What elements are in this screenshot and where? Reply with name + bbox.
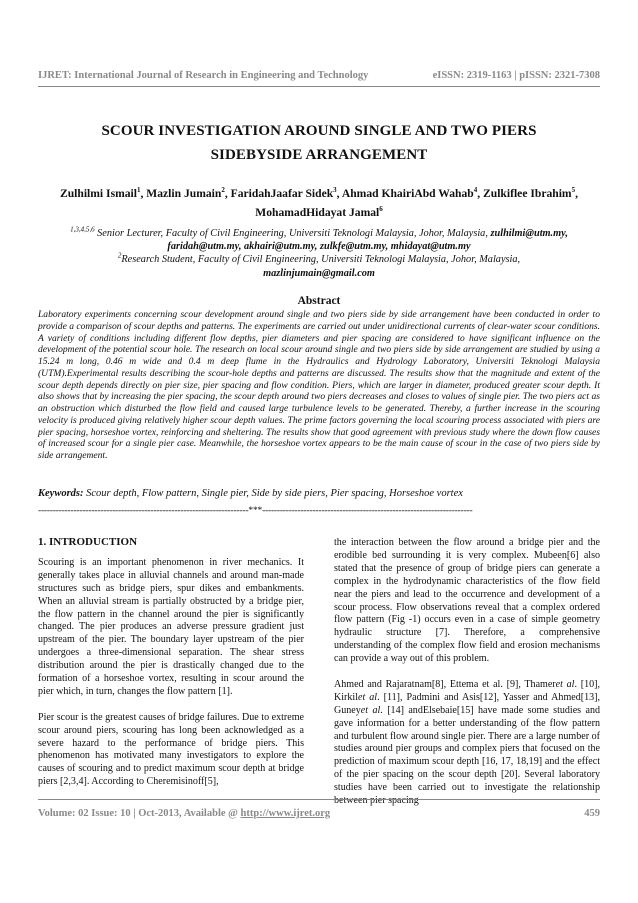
affiliation-2: $^2$Research Student, Faculty of Civil Engineering, Universiti Teknologi Malaysia, Johor, Malaysia, — [117, 251, 521, 266]
author-sup: 3 — [333, 186, 337, 195]
author-list — [38, 184, 600, 222]
header-rule — [38, 86, 600, 87]
volume-info: Volume: 02 Issue: 10 | Oct-2013, Available @ http://www.ijret.org — [38, 808, 331, 819]
section-heading: 1. INTRODUCTION — [38, 536, 138, 548]
title-line-2: SIDEBYSIDE ARRANGEMENT — [210, 147, 428, 163]
journal-link[interactable]: http://www.ijret.org — [240, 808, 331, 819]
paragraph: Pier scour is the greatest causes of bridge failures. Due to extreme scour around piers, scouring has long been acknowledged as a severe hazard to the performance of bridge piers. This phenomenon has motivated many investigators to explore the causes of scouring and to predict maximum scour depth at bridge piers [2,3,4]. According to Cheremisinoff[5], — [38, 711, 304, 788]
author-name: FaridahJaafar Sidek — [230, 187, 334, 200]
author-sup: 2 — [221, 186, 225, 195]
email-list[interactable]: faridah@utm.my, akhairi@utm.my, zulkfe@utm.my, mhidayat@utm.my — [167, 241, 471, 253]
running-footer — [38, 808, 600, 819]
page-number: 459 — [584, 808, 600, 819]
author-name: Mazlin Jumain — [146, 187, 222, 200]
column-left — [38, 536, 304, 802]
email[interactable]: mazlinjumain@gmail.com — [263, 267, 375, 279]
keywords — [38, 488, 600, 499]
author-sup: 4 — [473, 186, 478, 195]
title-line-1: SCOUR INVESTIGATION AROUND SINGLE AND TWO PIERS — [101, 123, 537, 139]
author-name: Zulkiflee Ibrahim — [483, 187, 572, 200]
author-line-1: Zulhilmi Ismail$^1$, Mazlin Jumain$^2$, FaridahJaafar Sidek$^3$, Ahmad KhairiAbd Wahab$^4$, Zulkiflee Ibrahim$^5$, — [59, 186, 578, 200]
abstract-text: Laboratory experiments concerning scour development around single and two piers side by side arrangement have been conducted in order to provide a comparison of scour depths and patterns. The experiments are carried out under unidirectional currents of clear-water scour conditions. A variety of conditions including different flow depths, pier diameters and pier spacing are considered to have significant influence on the development of the potential scour hole. The research on local scour around single and two piers side by side arrangement are studied by using a 15.24 m long, 0.46 m wide and 0.4 m deep flume in the Hydraulics and Hydrology Laboratory, Universiti Teknologi Malaysia (UTM).Experimental results describing the scour-hole depths and patterns are discussed. The results show that the magnitude and extent of the scour depth depends directly on pier size, pier spacing and flow condition. Piers, which are larger in diameter, produced greater scour depth. It also shows that by increasing the pier spacing, the scour depth around two piers decreases and closes to values of single pier. The two piers act as an obstruction which disturbed the flow field and caused large turbulence levels to be generated. Thereby, a further increase in the scouring velocity is produced giving relatively higher scour depth values. The prime factors governing the local scouring process associated with piers are pier spacing, horseshoe vortex, reinforcing and sheltering. The results show that good agreement with previous study where the down flow causes of increased scour for a single pier case. Meanwhile, the horseshoe vortex appears to be the main cause of scour in the case of two piers side by side arrangement. — [38, 309, 600, 461]
section-separator: -----------------------------------------------------------------------***----------------------------------------------------------------------- — [38, 506, 473, 516]
author-sup: 5 — [571, 186, 576, 195]
email[interactable]: zulhilmi@utm.my, — [490, 228, 568, 239]
author-sup: 6 — [379, 205, 383, 214]
affiliation-1: $^{1,3,4,5,6}$ Senior Lecturer, Faculty of Civil Engineering, Universiti Teknologi Malaysia, Johor, Malaysia, zulhilmi@utm.my, — [70, 225, 568, 239]
author-sup: 1 — [136, 186, 141, 195]
paper-title — [38, 119, 600, 167]
footer-rule — [38, 799, 600, 800]
abstract-heading: Abstract — [297, 295, 341, 307]
affiliations — [38, 227, 600, 280]
author-name: Zulhilmi Ismail — [59, 187, 137, 200]
keywords-label: Keywords: — [38, 488, 84, 499]
affiliation-1-emails — [38, 240, 600, 253]
paragraph: Ahmed and Rajaratnam[8], Ettema et al. [9], Thameret al. [10], Kirkilet al. [11], Padmini and Asis[12], Yasser and Ahmed[13], Guneyet al. [14] andElsebaie[15] have made some studies and gave information for a better understanding of the flow pattern and turbulent flow around single pier. There are a large number of studies around pier groups and complex piers that focused on the prediction of maximum scour depth [16, 17, 18,19] and the effect of the pier spacing on the scour depth [20]. Several laboratory studies have been carried out to investigate the relationship between pier spacing — [334, 678, 601, 807]
issn: eISSN: 2319-1163 | pISSN: 2321-7308 — [432, 70, 600, 81]
journal-name: IJRET: International Journal of Research in Engineering and Technology — [38, 70, 369, 81]
paragraph: Scouring is an important phenomenon in river mechanics. It generally takes place in alluvial channels and around man-made structures such as bridge piers, spur dikes and embankments. When an alluvial stream is partially obstructed by a bridge pier, the flow pattern in the channel around the pier is significantly changed. The pier produces an adverse pressure gradient just upstream of the pier. The boundary layer upstream of the pier undergoes a three-dimensional separation. The shear stress distribution around the pier is drastically changed due to the formation of a horseshoe vortex, resulting in scour around the pier which, in turn, changes the flow pattern [1]. — [38, 556, 304, 697]
keywords-text: Scour depth, Flow pattern, Single pier, Side by side piers, Pier spacing, Horseshoe vortex — [83, 488, 463, 499]
affiliation-2-email — [38, 267, 600, 280]
author-name: Ahmad KhairiAbd Wahab — [341, 187, 474, 200]
author-line-2 — [38, 203, 600, 222]
running-header — [38, 70, 600, 81]
author-name: MohamadHidayat Jamal — [255, 206, 380, 219]
column-right — [334, 537, 600, 821]
paragraph: the interaction between the flow around a bridge pier and the erodible bed surrounding it is very complex. Mubeen[6] also stated that the presence of group of bridge piers can generate a complex in the hydrodynamic characteristics of the flow field near the piers and lead to the occurrence and development of a scour process. Flow observations reveal that a complex ordered flow pattern (Fig -1) occurs even in a case of simple geometry hydraulic structure [7]. Therefore, a comprehensive understanding of the complex flow field and erosion mechanisms can provide a way out of this problem. — [334, 537, 600, 665]
